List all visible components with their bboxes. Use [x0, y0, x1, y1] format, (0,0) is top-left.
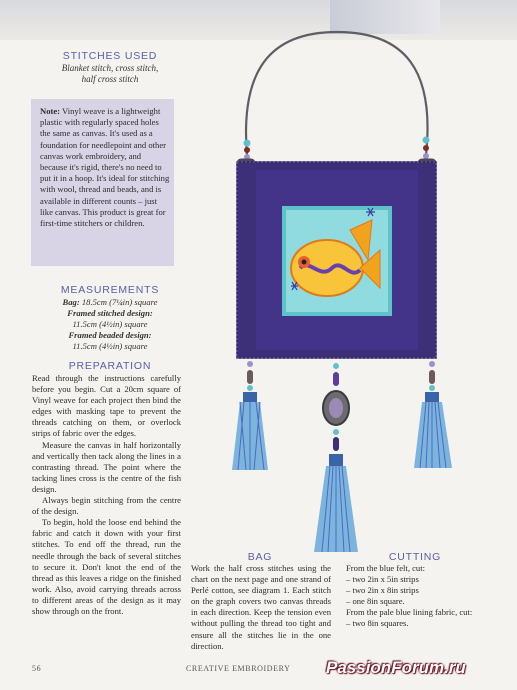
bag-paragraph: Work the half cross stitches using the chart on the next page and one strand of Perlé cotton, see diagram 1. Each stitch on the graph covers two canvas threads in each direction. Keep the tension even without pulling the thread too tight and ensure all the stitches lie in the one direction.	[191, 563, 331, 651]
prep-paragraph-2: Measure the canvas in half horizontally and vertically then tack along the lines in a contrasting thread. The point where the tacking lines cross is the centre of the fish design.	[32, 439, 181, 494]
cutting-blue-item-2: – two 2in x 8in strips	[346, 585, 419, 596]
bead-strand-right	[429, 361, 435, 391]
preparation-text	[32, 373, 181, 617]
hanger-beads	[244, 137, 430, 161]
prep-paragraph-4: To begin, hold the loose end behind the fabric and catch it down with your first stitches. To end off the thread, run the needle through the back of several stitches to secure it. Don't knot the end of the thread as this leaves a ridge on the finished work. Also, avoid carrying threads across to different areas of the design as it may show through on the front.	[32, 517, 181, 616]
bag-heading: BAG	[247, 551, 273, 563]
tassel-right	[414, 392, 452, 468]
note-body: Vinyl weave is a lightweight plastic with regularly spaced holes the same as canvas. It's used as a foundation for needlepoint and other canvas work embroidery, and because it's rigid, there's no need to put it in a hoop. It's ideal for stitching with wool, thread and beads, and is available in different counts – just like canvas. This product is great for first-time stitchers or children.	[40, 106, 170, 229]
note-text	[40, 106, 170, 229]
cutting-blue-item-3: – one 8in square.	[346, 596, 405, 607]
preparation-heading: PREPARATION	[68, 360, 152, 372]
stitches-line-1: Blanket stitch, cross stitch,	[61, 63, 159, 73]
stitches-line-2: half cross stitch	[81, 74, 139, 84]
prep-paragraph-3: Always begin stitching from the centre of the design.	[32, 495, 181, 517]
measurements-stitched-value: 11.5cm (4½in) square	[72, 319, 148, 329]
bag-size-label: Bag:	[62, 297, 80, 307]
stitches-list	[40, 63, 180, 85]
cutting-heading: CUTTING	[388, 551, 442, 563]
magazine-name: CREATIVE EMBROIDERY	[186, 664, 291, 673]
background-decor	[330, 0, 440, 34]
stitches-heading: STITCHES USED	[62, 50, 158, 62]
hanging-bag-photo	[200, 30, 470, 560]
watermark: PassionForum.ru	[326, 658, 466, 677]
measurements-heading: MEASUREMENTS	[60, 284, 160, 296]
measurements-bag	[40, 297, 180, 308]
measurements-beaded-value: 11.5cm (4½in) square	[72, 341, 148, 351]
wire-hanger	[246, 32, 428, 155]
bead-strand-center	[323, 363, 349, 451]
cutting-lining-intro: From the pale blue lining fabric, cut:	[346, 607, 473, 618]
measurements-stitched-label	[40, 308, 180, 319]
beaded-label: Framed beaded design:	[68, 330, 152, 340]
measurements-beaded-label	[40, 330, 180, 341]
bag-text	[191, 563, 331, 652]
stitched-label: Framed stitched design:	[67, 308, 153, 318]
tassel-center	[314, 454, 358, 552]
bead-strand-left	[247, 361, 253, 391]
prep-paragraph-1: Read through the instructions carefully before you begin. Cut a 20cm square of Vinyl weave for each project then bind the edges with masking tape to prevent the threads catching on them, or overlock strips of fabric over the edges.	[32, 373, 181, 439]
cutting-blue-item-1: – two 2in x 5in strips	[346, 574, 419, 585]
page-number: 56	[32, 664, 42, 673]
bag-size-value: 18.5cm (7¼in) square	[81, 297, 158, 307]
cutting-lining-item-1: – two 8in squares.	[346, 618, 409, 629]
note-label: Note:	[40, 106, 61, 116]
tassel-left	[232, 392, 268, 470]
cutting-blue-intro: From the blue felt, cut:	[346, 563, 425, 573]
cutting-text	[346, 563, 487, 630]
